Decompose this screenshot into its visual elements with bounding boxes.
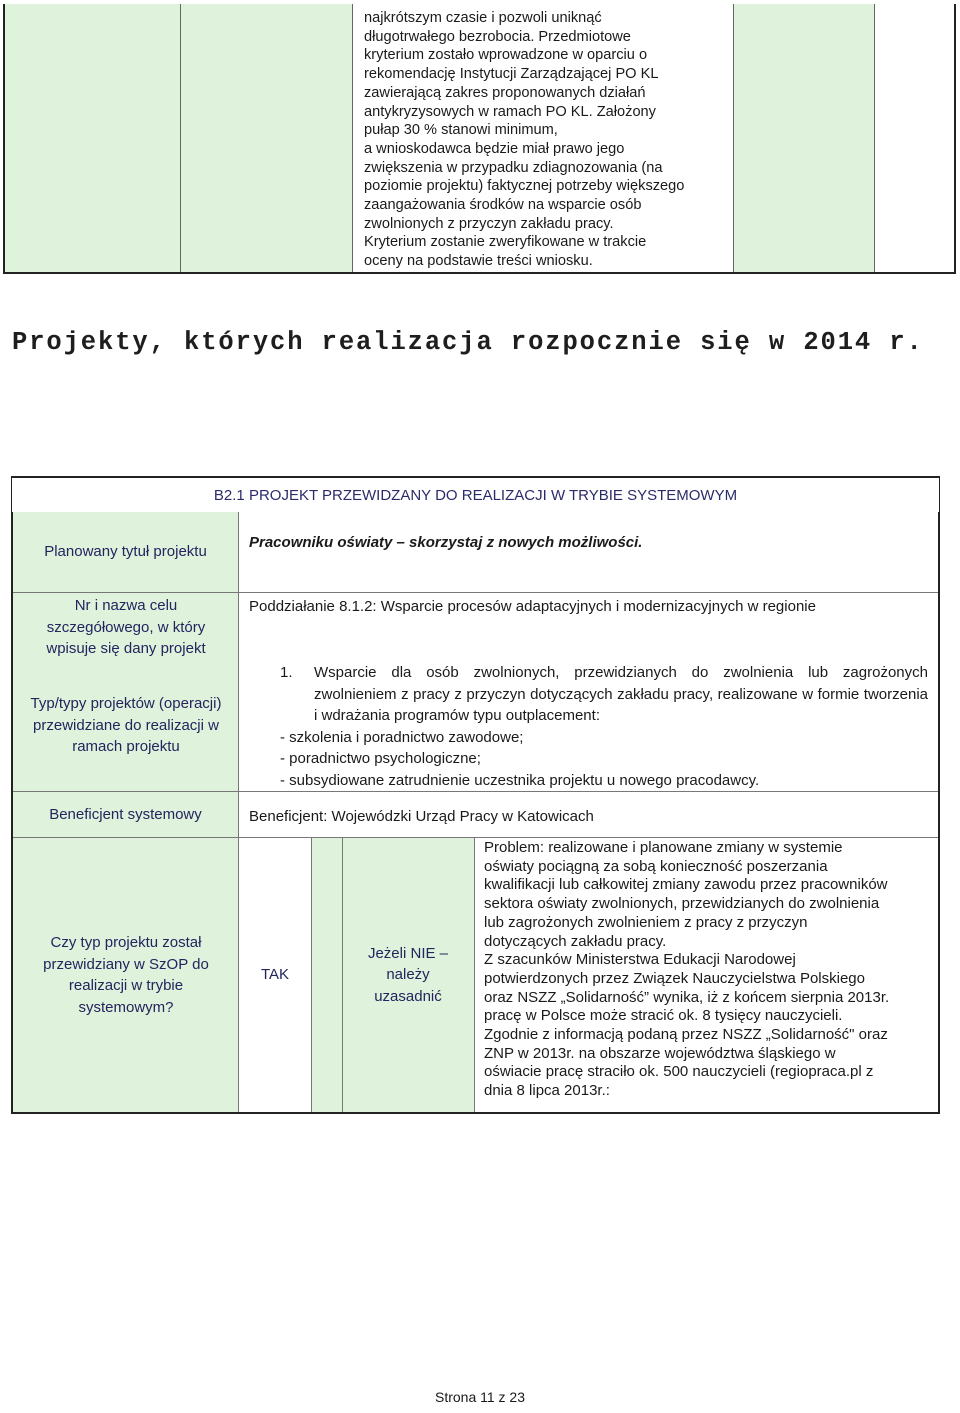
- title-label: Planowany tytuł projektu: [44, 543, 207, 561]
- text-line: potwierdzonych przez Związek Nauczycielstwa Polskiego: [484, 969, 865, 987]
- column-divider: [311, 838, 312, 1112]
- section-heading: Projekty, których realizacja rozpocznie się w 2014 r.: [12, 328, 924, 357]
- text-line: dotyczących zakładu pracy.: [484, 932, 667, 950]
- text-line: oświaty pociągną za sobą konieczność poszerzania: [484, 857, 828, 875]
- text-line: zaangażowania środków na wsparcie osób: [364, 197, 642, 214]
- beneficiary-value: Beneficjent: Wojewódzki Urząd Pracy w Katowicach: [249, 808, 594, 825]
- title-value: Pracowniku oświaty – skorzystaj z nowych możliwości.: [249, 534, 643, 551]
- text-line: Zgodnie z informacją podaną przez NSZZ „Solidarność" oraz: [484, 1026, 888, 1044]
- list-subitem: - szkolenia i poradnictwo zawodowe;: [280, 728, 524, 746]
- beneficiary-label: Beneficjent systemowy: [49, 805, 202, 823]
- list-item-text: Wsparcie dla osób zwolnionych, przewidzianych do zwolnienia lub zagrożonych zwolnieniem z pracy z przyczyn dotyczących zakładu pracy, realizowane w formie tworzenia i wdrażania programów typu outplacement:: [314, 664, 928, 724]
- text-line: kryterium zostało wprowadzone w oparciu o: [364, 47, 648, 64]
- project-types-list: [280, 662, 928, 791]
- goal-label: Nr i nazwa celu szczegółowego, w który wpisuje się dany projekt: [46, 597, 206, 657]
- text-line: sektora oświaty zwolnionych, przewidzianych do zwolnienia: [484, 895, 880, 913]
- text-line: Problem: realizowane i planowane zmiany w systemie: [484, 839, 843, 856]
- project-header: B2.1 PROJEKT PRZEWIDZANY DO REALIZACJI W TRYBIE SYSTEMOWYM: [12, 478, 939, 512]
- text-line: oceny na podstawie treści wniosku.: [364, 253, 593, 270]
- justification-text: [484, 839, 929, 1101]
- list-item: [280, 662, 928, 727]
- text-line: zwiększenia w przypadku zdiagnozowania (na: [364, 159, 663, 176]
- text-line: rekomendację Instytucji Zarządzającej PO KL: [364, 66, 659, 83]
- text-line: najkrótszym czasie i pozwoli uniknąć: [364, 10, 602, 26]
- text-line: Kryterium zostanie zweryfikowane w trakcie: [364, 234, 647, 251]
- szop-no-label: Jeżeli NIE – należy uzasadnić: [367, 944, 449, 1005]
- text-line: Z szacunków Ministerstwa Edukacji Narodowej: [484, 951, 796, 969]
- text-line: dnia 8 lipca 2013r.:: [484, 1082, 610, 1100]
- text-line: poziomie projektu) faktycznej potrzeby większego: [364, 178, 685, 195]
- page-number: Strona 11 z 23: [434, 1389, 526, 1405]
- szop-answer: TAK: [260, 966, 290, 984]
- text-line: zawierającą zakres proponowanych działań: [364, 84, 646, 101]
- empty-checkbox-cell: [312, 838, 342, 1112]
- text-line: oświacie pracę straciło ok. 500 nauczycieli (regiopraca.pl z: [484, 1063, 874, 1081]
- text-line: kwalifikacji lub całkowitej zmiany zawodu przez pracowników: [484, 876, 888, 894]
- text-line: lub zagrożonych zwolnieniem z pracy z przyczyn: [484, 913, 808, 931]
- column-divider: [342, 838, 343, 1112]
- row-divider: [13, 592, 938, 593]
- text-line: długotrwałego bezrobocia. Przedmiotowe: [364, 28, 631, 45]
- list-item-number: 1.: [280, 664, 293, 681]
- text-line: pracę w Polsce może stracić ok. 8 tysięcy nauczycieli.: [484, 1007, 843, 1025]
- text-line: antykryzysowych w ramach PO KL. Założony: [364, 103, 656, 120]
- list-subitem: - subsydiowane zatrudnienie uczestnika projektu u nowego pracodawcy.: [280, 771, 760, 789]
- text-line: zwolnionych z przyczyn zakładu pracy.: [364, 215, 614, 232]
- text-line: ZNP w 2013r. na obszarze województwa śląskiego w: [484, 1044, 836, 1062]
- list-subitem: - poradnictwo psychologiczne;: [280, 750, 481, 767]
- text-line: pułap 30 % stanowi minimum,: [364, 122, 558, 139]
- column-divider: [474, 838, 475, 1112]
- goal-value: Poddziałanie 8.1.2: Wsparcie procesów adaptacyjnych i modernizacyjnych w regionie: [249, 598, 816, 615]
- top-table-criterion-text: [364, 9, 724, 271]
- text-line: oraz NSZZ „Solidarność” wynika, iż z końcem sierpnia 2013r.: [484, 988, 890, 1006]
- types-label: Typ/typy projektów (operacji) przewidziane do realizacji w ramach projektu: [30, 695, 222, 755]
- text-line: a wnioskodawca będzie miał prawo jego: [364, 140, 625, 157]
- szop-label: Czy typ projektu został przewidziany w SzOP do realizacji w trybie systemowym?: [43, 934, 209, 1016]
